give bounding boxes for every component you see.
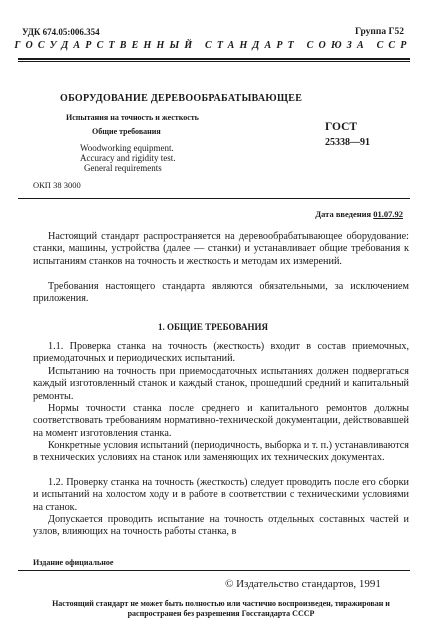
- english-title: [80, 143, 250, 173]
- official-edition-label: Издание официальное: [33, 558, 114, 567]
- gost-label: ГОСТ: [325, 121, 358, 133]
- clause-1-2: 1.2. Проверку станка на точность (жесткость) следует проводить после его сборки и испытаний на холостом ходу и в работе в соответствии с техническими условиями на станок.: [33, 477, 409, 513]
- title-block-rule: [18, 198, 410, 199]
- clause-1-1-paragraph-4: Конкретные условия испытаний (периодичность, выборка и т. п.) устанавливаются в технических условиях на станок или заменяющих их технических документах.: [33, 440, 409, 464]
- introduction-date: [315, 209, 403, 219]
- header-rule-thick: [18, 58, 410, 60]
- document-subtitle-2: Общие требования: [92, 127, 161, 136]
- introduction-date-label: Дата введения: [315, 209, 372, 219]
- english-title-line-2: Accuracy and rigidity test.: [80, 153, 176, 163]
- intro-paragraph-2: Требования настоящего стандарта являются обязательными, за исключением приложения.: [33, 281, 409, 305]
- footer-rule: [18, 570, 410, 571]
- copyright-notice: © Издательство стандартов, 1991: [225, 578, 381, 590]
- clause-1-1: 1.1. Проверка станка на точность (жесткость) входит в состав приемочных, приемодаточных и периодических испытаний.: [33, 341, 409, 365]
- section-heading: 1. ОБЩИЕ ТРЕБОВАНИЯ: [158, 322, 268, 332]
- header-rule-thin: [18, 61, 410, 62]
- introduction-date-value: 01.07.92: [373, 209, 403, 219]
- okp-code: ОКП 38 3000: [33, 180, 81, 190]
- group-code: Группа Г52: [355, 27, 404, 37]
- english-title-line-1: Woodworking equipment.: [80, 143, 174, 153]
- reproduction-notice: Настоящий стандарт не может быть полностью или частично воспроизведен, тиражирован и распространен без разрешения Госстандарта СССР: [52, 599, 390, 618]
- udk-code: УДК 674.05:006.354: [22, 27, 100, 37]
- gost-number: 25338—91: [325, 137, 370, 148]
- clause-1-2-paragraph-2: Допускается проводить испытание на точность отдельных составных частей и узлов, влияющих на точность работы станка, в: [33, 514, 409, 538]
- document-title: ОБОРУДОВАНИЕ ДЕРЕВООБРАБАТЫВАЮЩЕЕ: [60, 93, 303, 104]
- state-standard-banner: ГОСУДАРСТВЕННЫЙ СТАНДАРТ СОЮЗА ССР: [14, 40, 412, 51]
- document-subtitle: Испытания на точность и жесткость: [66, 113, 199, 122]
- clause-1-1-paragraph-2: Испытанию на точность при приемосдаточных испытаниях должен подвергаться каждый изготовленный станок и каждый станок, прошедший средний и капитальный ремонты.: [33, 366, 409, 402]
- clause-1-1-paragraph-3: Нормы точности станка после среднего и капитального ремонтов должны соответствовать требованиям нормативно-технической документации, действовавшей на момент изготовления станка.: [33, 403, 409, 439]
- intro-paragraph-1: Настоящий стандарт распространяется на деревообрабатывающее оборудование: станки, машины, устройства (далее — станки) и устанавливает общие требования к испытаниям станков на точность и жесткость и методам их измерений.: [33, 231, 409, 267]
- english-title-line-3: General requirements: [84, 163, 162, 173]
